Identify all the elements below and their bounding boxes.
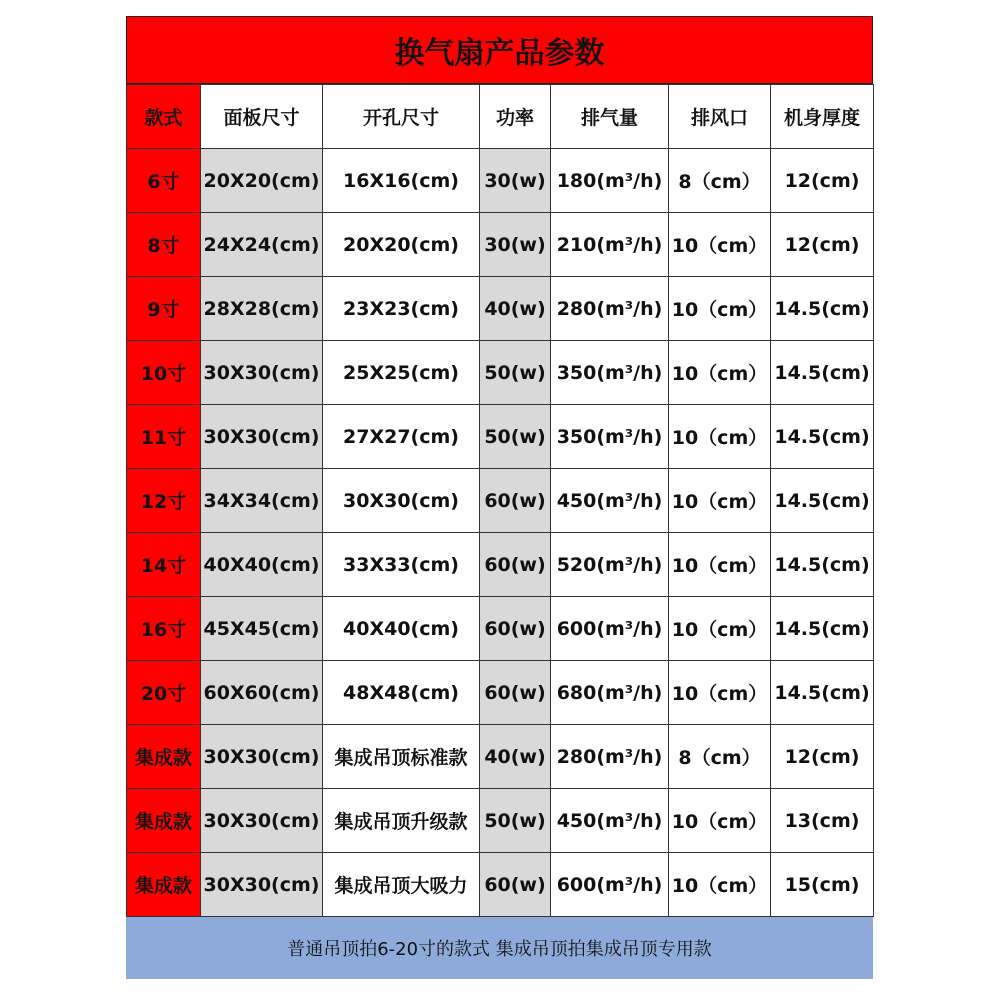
cell-model: 20寸 [127, 661, 201, 725]
cell-outlet: 8（cm） [669, 725, 771, 789]
cell-hole-size: 集成吊顶升级款 [323, 789, 480, 853]
cell-outlet: 10（cm） [669, 533, 771, 597]
cell-model: 集成款 [127, 789, 201, 853]
cell-power: 40(w) [480, 277, 551, 341]
table-row [127, 405, 874, 469]
cell-thickness: 12(cm) [771, 149, 874, 213]
cell-model: 集成款 [127, 725, 201, 789]
cell-hole-size: 40X40(cm) [323, 597, 480, 661]
cell-thickness: 15(cm) [771, 853, 874, 917]
table-row [127, 725, 874, 789]
cell-hole-size: 27X27(cm) [323, 405, 480, 469]
footer-note: 普通吊顶拍6-20寸的款式 集成吊顶拍集成吊顶专用款 [126, 917, 873, 979]
table-row [127, 597, 874, 661]
cell-thickness: 14.5(cm) [771, 469, 874, 533]
cell-panel-size: 34X34(cm) [201, 469, 323, 533]
cell-outlet: 10（cm） [669, 853, 771, 917]
cell-model: 12寸 [127, 469, 201, 533]
cell-hole-size: 33X33(cm) [323, 533, 480, 597]
cell-panel-size: 60X60(cm) [201, 661, 323, 725]
spec-table [126, 84, 874, 917]
spec-sheet [126, 16, 873, 979]
cell-airflow: 180(m³/h) [551, 149, 669, 213]
header-cell-airflow: 排气量 [551, 85, 669, 149]
cell-hole-size: 集成吊顶大吸力 [323, 853, 480, 917]
cell-model: 集成款 [127, 853, 201, 917]
cell-outlet: 10（cm） [669, 597, 771, 661]
cell-model: 14寸 [127, 533, 201, 597]
cell-power: 60(w) [480, 853, 551, 917]
table-row [127, 469, 874, 533]
cell-power: 50(w) [480, 405, 551, 469]
cell-airflow: 450(m³/h) [551, 469, 669, 533]
header-row [127, 85, 874, 149]
cell-thickness: 14.5(cm) [771, 597, 874, 661]
cell-outlet: 10（cm） [669, 405, 771, 469]
cell-panel-size: 30X30(cm) [201, 789, 323, 853]
header-cell-thickness: 机身厚度 [771, 85, 874, 149]
cell-outlet: 10（cm） [669, 789, 771, 853]
cell-hole-size: 25X25(cm) [323, 341, 480, 405]
cell-power: 60(w) [480, 661, 551, 725]
cell-airflow: 210(m³/h) [551, 213, 669, 277]
header-cell-hole-size: 开孔尺寸 [323, 85, 480, 149]
cell-outlet: 10（cm） [669, 469, 771, 533]
cell-hole-size: 集成吊顶标准款 [323, 725, 480, 789]
cell-power: 30(w) [480, 213, 551, 277]
cell-airflow: 350(m³/h) [551, 341, 669, 405]
cell-outlet: 10（cm） [669, 661, 771, 725]
cell-thickness: 14.5(cm) [771, 405, 874, 469]
table-row [127, 661, 874, 725]
cell-panel-size: 24X24(cm) [201, 213, 323, 277]
table-row [127, 789, 874, 853]
cell-airflow: 600(m³/h) [551, 597, 669, 661]
cell-outlet: 10（cm） [669, 213, 771, 277]
table-row [127, 277, 874, 341]
cell-thickness: 13(cm) [771, 789, 874, 853]
cell-power: 50(w) [480, 789, 551, 853]
cell-panel-size: 30X30(cm) [201, 853, 323, 917]
table-title: 换气扇产品参数 [126, 16, 873, 84]
table-row [127, 341, 874, 405]
cell-model: 10寸 [127, 341, 201, 405]
cell-power: 60(w) [480, 469, 551, 533]
cell-airflow: 680(m³/h) [551, 661, 669, 725]
cell-thickness: 14.5(cm) [771, 277, 874, 341]
cell-model: 11寸 [127, 405, 201, 469]
cell-airflow: 350(m³/h) [551, 405, 669, 469]
cell-panel-size: 20X20(cm) [201, 149, 323, 213]
cell-airflow: 520(m³/h) [551, 533, 669, 597]
cell-panel-size: 30X30(cm) [201, 725, 323, 789]
header-cell-model: 款式 [127, 85, 201, 149]
cell-panel-size: 45X45(cm) [201, 597, 323, 661]
cell-thickness: 14.5(cm) [771, 533, 874, 597]
header-cell-outlet: 排风口 [669, 85, 771, 149]
cell-power: 30(w) [480, 149, 551, 213]
table-row [127, 533, 874, 597]
cell-power: 60(w) [480, 533, 551, 597]
cell-hole-size: 16X16(cm) [323, 149, 480, 213]
cell-power: 40(w) [480, 725, 551, 789]
cell-airflow: 280(m³/h) [551, 725, 669, 789]
cell-model: 6寸 [127, 149, 201, 213]
cell-model: 16寸 [127, 597, 201, 661]
cell-panel-size: 40X40(cm) [201, 533, 323, 597]
header-cell-panel-size: 面板尺寸 [201, 85, 323, 149]
cell-airflow: 280(m³/h) [551, 277, 669, 341]
cell-model: 9寸 [127, 277, 201, 341]
cell-outlet: 10（cm） [669, 341, 771, 405]
cell-thickness: 14.5(cm) [771, 341, 874, 405]
table-row [127, 149, 874, 213]
cell-power: 60(w) [480, 597, 551, 661]
cell-hole-size: 20X20(cm) [323, 213, 480, 277]
cell-airflow: 450(m³/h) [551, 789, 669, 853]
cell-thickness: 14.5(cm) [771, 661, 874, 725]
header-cell-power: 功率 [480, 85, 551, 149]
cell-hole-size: 30X30(cm) [323, 469, 480, 533]
cell-thickness: 12(cm) [771, 213, 874, 277]
cell-panel-size: 30X30(cm) [201, 405, 323, 469]
cell-power: 50(w) [480, 341, 551, 405]
cell-outlet: 8（cm） [669, 149, 771, 213]
cell-panel-size: 28X28(cm) [201, 277, 323, 341]
cell-panel-size: 30X30(cm) [201, 341, 323, 405]
table-row [127, 853, 874, 917]
cell-model: 8寸 [127, 213, 201, 277]
cell-hole-size: 48X48(cm) [323, 661, 480, 725]
cell-outlet: 10（cm） [669, 277, 771, 341]
cell-thickness: 12(cm) [771, 725, 874, 789]
cell-hole-size: 23X23(cm) [323, 277, 480, 341]
table-row [127, 213, 874, 277]
cell-airflow: 600(m³/h) [551, 853, 669, 917]
